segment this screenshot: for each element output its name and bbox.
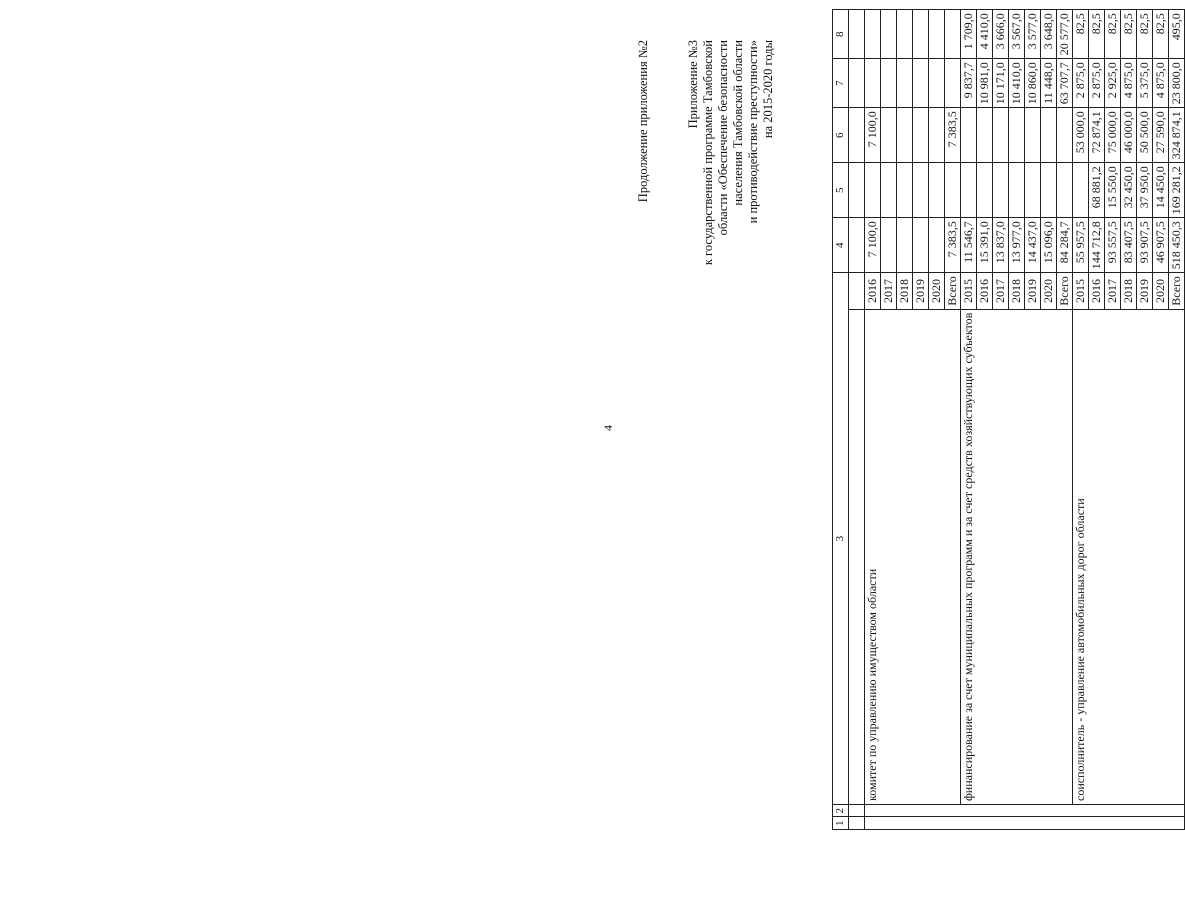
column-header: 1 [833, 817, 849, 830]
spacer-row [849, 10, 865, 830]
year-cell: 2017 [993, 273, 1009, 309]
year-cell: Всего [1057, 273, 1073, 309]
spacer-cell [849, 309, 865, 804]
extrabudgetary-cell: 20 577,0 [1057, 10, 1073, 59]
local-budget-cell [897, 59, 913, 108]
financing-table-body [833, 10, 1185, 830]
spacer-cell [849, 273, 865, 309]
federal-budget-cell [1009, 163, 1025, 218]
year-cell: 2018 [1009, 273, 1025, 309]
federal-budget-cell [993, 163, 1009, 218]
local-budget-cell [865, 59, 881, 108]
federal-budget-cell: 15 550,0 [1105, 163, 1121, 218]
regional-budget-cell [1025, 108, 1041, 163]
total-amount-cell: 13 977,0 [1009, 218, 1025, 273]
federal-budget-cell [1073, 163, 1089, 218]
column-2-cell [865, 805, 1185, 818]
federal-budget-cell [977, 163, 993, 218]
federal-budget-cell [913, 163, 929, 218]
regional-budget-cell [977, 108, 993, 163]
total-amount-cell [897, 218, 913, 273]
year-cell: 2018 [1121, 273, 1137, 309]
total-amount-cell: 46 907,5 [1153, 218, 1169, 273]
financing-table [832, 9, 1185, 830]
table-row [865, 10, 881, 830]
local-budget-cell: 9 837,7 [961, 59, 977, 108]
year-cell: 2019 [1137, 273, 1153, 309]
total-amount-cell: 83 407,5 [1121, 218, 1137, 273]
column-header: 8 [833, 10, 849, 59]
appendix-header-line: на 2015-2020 годы [761, 40, 775, 139]
federal-budget-cell: 37 950,0 [1137, 163, 1153, 218]
extrabudgetary-cell: 4 410,0 [977, 10, 993, 59]
regional-budget-cell: 27 590,0 [1153, 108, 1169, 163]
column-header: 2 [833, 805, 849, 818]
extrabudgetary-cell: 82,5 [1089, 10, 1105, 59]
extrabudgetary-cell: 3 577,0 [1025, 10, 1041, 59]
regional-budget-cell: 50 500,0 [1137, 108, 1153, 163]
local-budget-cell: 23 800,0 [1169, 59, 1185, 108]
column-header: 6 [833, 108, 849, 163]
local-budget-cell: 5 375,0 [1137, 59, 1153, 108]
total-amount-cell [913, 218, 929, 273]
local-budget-cell: 2 875,0 [1089, 59, 1105, 108]
page-number: 4 [601, 425, 615, 431]
year-cell: 2017 [881, 273, 897, 309]
year-cell: 2020 [1041, 273, 1057, 309]
column-header: 4 [833, 218, 849, 273]
local-budget-cell: 10 860,0 [1025, 59, 1041, 108]
regional-budget-cell [929, 108, 945, 163]
extrabudgetary-cell [929, 10, 945, 59]
federal-budget-cell: 32 450,0 [1121, 163, 1137, 218]
appendix-header-line: области «Обеспечение безопасности [716, 40, 730, 236]
local-budget-cell [913, 59, 929, 108]
total-amount-cell: 15 391,0 [977, 218, 993, 273]
appendix-header-line: к государственной программе Тамбовской [701, 40, 715, 266]
regional-budget-cell: 7 383,5 [945, 108, 961, 163]
appendix-header-line: Приложение №3 [686, 40, 700, 129]
local-budget-cell [945, 59, 961, 108]
federal-budget-cell: 14 450,0 [1153, 163, 1169, 218]
local-budget-cell: 10 171,0 [993, 59, 1009, 108]
spacer-cell [849, 817, 865, 830]
local-budget-cell: 10 981,0 [977, 59, 993, 108]
federal-budget-cell [945, 163, 961, 218]
regional-budget-cell [961, 108, 977, 163]
regional-budget-cell: 324 874,1 [1169, 108, 1185, 163]
federal-budget-cell [961, 163, 977, 218]
appendix-header-line: населения Тамбовской области [731, 40, 745, 206]
extrabudgetary-cell [881, 10, 897, 59]
rotated-landscape-sheet [600, 13, 1183, 830]
year-cell: 2015 [961, 273, 977, 309]
spacer-cell [849, 10, 865, 59]
federal-budget-cell [929, 163, 945, 218]
column-header: 3 [833, 273, 849, 805]
year-cell: 2020 [1153, 273, 1169, 309]
year-cell: 2015 [1073, 273, 1089, 309]
regional-budget-cell [913, 108, 929, 163]
year-cell: 2016 [977, 273, 993, 309]
total-amount-cell: 93 557,5 [1105, 218, 1121, 273]
table-row [961, 10, 977, 830]
column-header-row [833, 10, 849, 830]
extrabudgetary-cell: 82,5 [1073, 10, 1089, 59]
executor-label: комитет по управлению имуществом области [865, 309, 961, 804]
local-budget-cell: 4 875,0 [1121, 59, 1137, 108]
total-amount-cell: 55 957,5 [1073, 218, 1089, 273]
column-header: 5 [833, 163, 849, 218]
extrabudgetary-cell [913, 10, 929, 59]
regional-budget-cell: 46 000,0 [1121, 108, 1137, 163]
local-budget-cell [929, 59, 945, 108]
federal-budget-cell: 169 281,2 [1169, 163, 1185, 218]
appendix-header-line: и противодействие преступности» [746, 40, 760, 224]
column-header: 7 [833, 59, 849, 108]
extrabudgetary-cell: 82,5 [1153, 10, 1169, 59]
total-amount-cell: 7 100,0 [865, 218, 881, 273]
continuation-header: Продолжение приложения №2 [636, 40, 650, 203]
executor-label: соисполнитель - управление автомобильных дорог области [1073, 309, 1185, 804]
appendix-header [686, 40, 776, 265]
total-amount-cell: 14 437,0 [1025, 218, 1041, 273]
local-budget-cell [881, 59, 897, 108]
local-budget-cell: 11 448,0 [1041, 59, 1057, 108]
regional-budget-cell [1009, 108, 1025, 163]
year-cell: 2020 [929, 273, 945, 309]
federal-budget-cell [1057, 163, 1073, 218]
regional-budget-cell [1041, 108, 1057, 163]
executor-label: финансирование за счет муниципальных программ и за счет средств хозяйствующих субъектов [961, 309, 1073, 804]
federal-budget-cell [865, 163, 881, 218]
regional-budget-cell [1057, 108, 1073, 163]
total-amount-cell: 7 383,5 [945, 218, 961, 273]
regional-budget-cell: 72 874,1 [1089, 108, 1105, 163]
local-budget-cell: 10 410,0 [1009, 59, 1025, 108]
year-cell: 2019 [1025, 273, 1041, 309]
federal-budget-cell [1041, 163, 1057, 218]
extrabudgetary-cell: 3 567,0 [1009, 10, 1025, 59]
year-cell: 2019 [913, 273, 929, 309]
year-cell: Всего [1169, 273, 1185, 309]
extrabudgetary-cell: 495,0 [1169, 10, 1185, 59]
regional-budget-cell: 75 000,0 [1105, 108, 1121, 163]
total-amount-cell: 13 837,0 [993, 218, 1009, 273]
total-amount-cell [881, 218, 897, 273]
total-amount-cell: 15 096,0 [1041, 218, 1057, 273]
local-budget-cell: 2 925,0 [1105, 59, 1121, 108]
extrabudgetary-cell: 82,5 [1137, 10, 1153, 59]
year-cell: 2017 [1105, 273, 1121, 309]
total-amount-cell: 84 284,7 [1057, 218, 1073, 273]
extrabudgetary-cell: 82,5 [1105, 10, 1121, 59]
federal-budget-cell [881, 163, 897, 218]
total-amount-cell: 93 907,5 [1137, 218, 1153, 273]
year-cell: 2016 [1089, 273, 1105, 309]
local-budget-cell: 4 875,0 [1153, 59, 1169, 108]
regional-budget-cell: 7 100,0 [865, 108, 881, 163]
extrabudgetary-cell [865, 10, 881, 59]
year-cell: Всего [945, 273, 961, 309]
spacer-cell [849, 59, 865, 108]
federal-budget-cell [1025, 163, 1041, 218]
spacer-cell [849, 163, 865, 218]
local-budget-cell: 2 875,0 [1073, 59, 1089, 108]
total-amount-cell: 11 546,7 [961, 218, 977, 273]
total-amount-cell: 144 712,8 [1089, 218, 1105, 273]
table-row [1073, 10, 1089, 830]
federal-budget-cell: 68 881,2 [1089, 163, 1105, 218]
spacer-cell [849, 108, 865, 163]
column-1-cell [865, 817, 1185, 830]
regional-budget-cell: 53 000,0 [1073, 108, 1089, 163]
regional-budget-cell [993, 108, 1009, 163]
year-cell: 2016 [865, 273, 881, 309]
local-budget-cell: 63 707,7 [1057, 59, 1073, 108]
year-cell: 2018 [897, 273, 913, 309]
federal-budget-cell [897, 163, 913, 218]
total-amount-cell [929, 218, 945, 273]
extrabudgetary-cell: 3 666,0 [993, 10, 1009, 59]
extrabudgetary-cell: 3 648,0 [1041, 10, 1057, 59]
regional-budget-cell [881, 108, 897, 163]
extrabudgetary-cell: 1 709,0 [961, 10, 977, 59]
extrabudgetary-cell [945, 10, 961, 59]
extrabudgetary-cell: 82,5 [1121, 10, 1137, 59]
regional-budget-cell [897, 108, 913, 163]
total-amount-cell: 518 450,3 [1169, 218, 1185, 273]
spacer-cell [849, 805, 865, 818]
spacer-cell [849, 218, 865, 273]
extrabudgetary-cell [897, 10, 913, 59]
